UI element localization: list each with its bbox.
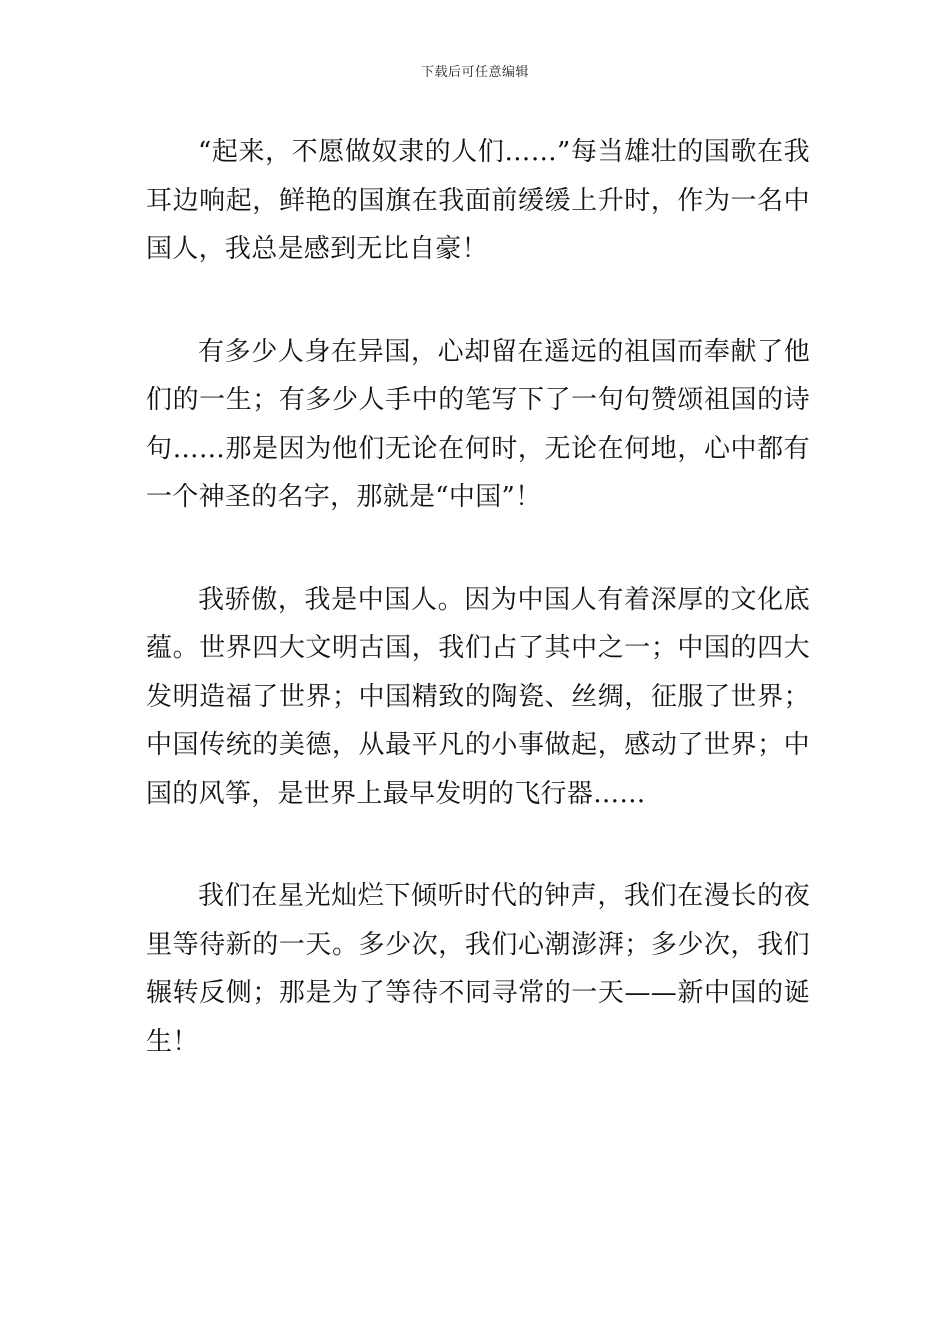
page-header: 下载后可任意编辑 [420, 65, 529, 80]
paragraph-3: 我骄傲，我是中国人。因为中国人有着深厚的文化底蕴。世界四大文明古国，我们占了其中之一；中国的四大发明造福了世界；中国精致的陶瓷、丝绸，征服了世界；中国传统的美德，从最平凡的小事做起，感动了世界；中国的风筝，是世界上最早发明的飞行器…… [146, 584, 810, 809]
paragraph-4: 我们在星光灿烂下倾听时代的钟声，我们在漫长的夜里等待新的一天。多少次，我们心潮澎湃；多少次，我们辗转反侧；那是为了等待不同寻常的一天——新中国的诞生！ [146, 881, 810, 1057]
paragraph-1: “起来，不愿做奴隶的人们……”每当雄壮的国歌在我耳边响起，鲜艳的国旗在我面前缓缓上升时，作为一名中国人，我总是感到无比自豪！ [146, 137, 810, 264]
paragraph-2: 有多少人身在异国，心却留在遥远的祖国而奉献了他们的一生；有多少人手中的笔写下了一句句赞颂祖国的诗句……那是因为他们无论在何时，无论在何地，心中都有一个神圣的名字，那就是“中国”！ [146, 336, 810, 512]
document-body [146, 128, 810, 1120]
